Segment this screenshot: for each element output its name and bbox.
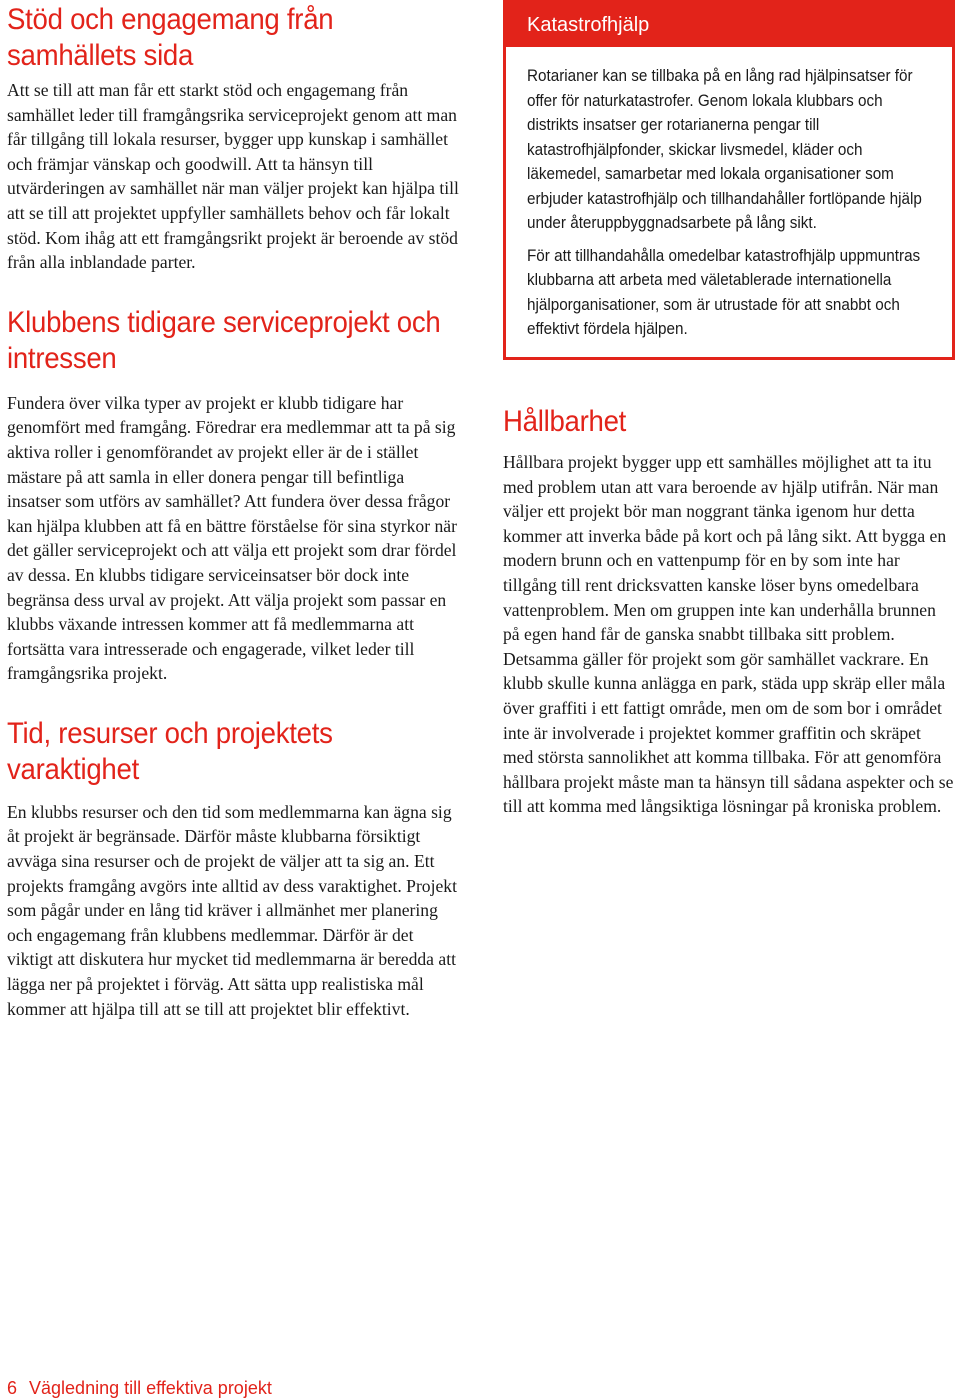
- disaster-relief-box: [503, 0, 955, 360]
- page-footer: [7, 1376, 272, 1400]
- box-paragraph: Rotarianer kan se tillbaka på en lång rad hjälpinsatser för offer för naturkatastrofer. Genom lokala klubbars och distrikts insatser ger rotarianerna pengar till katastrofhjälpfonder, skickar livsmedel, kläder och läkemedel, samarbetar med lokala organisationer som erbjuder katastrofhjälp och tillhandahåller fortlöpande hjälp under återuppbyggnadsarbete på lång sikt.: [527, 67, 922, 232]
- section-body-previous-projects: Fundera över vilka typer av projekt er klubb tidigare har genomfört med framgång. Föredrar era medlemmar att ta på sig aktiva roller i genomförandet av projekt eller är de i stället mästare på att samla in eller donera pengar till befintliga insatser som utförs av samhället? Att fundera över dessa frågor kan hjälpa klubben att få en bättre förståelse för sina styrkor när det gäller serviceprojekt och att välja ett projekt som drar fördel av dessa. En klubbs tidigare serviceinsatser bör dock inte begränsa dess urval av projekt. Att välja projekt som passar en klubbs växande intressen kommer att få medlemmarna att fortsätta vara intresserade och engagerade, vilket leder till framgångsrika projekt.: [7, 392, 457, 684]
- sustainability-section: [503, 404, 955, 819]
- section-body-community-support: Att se till att man får ett starkt stöd och engagemang från samhället leder till framgångsrika serviceprojekt genom att man får tillgång till lokala resurser, bygger upp kunskap i samhället och främjar vänskap och goodwill. Att ta hänsyn till utvärderingen av samhället när man väljer projekt kan hjälpa till att se till att projektet uppfyller samhällets behov och får lokalt stöd. Kom ihåg att ett framgångsrikt projekt är beroende av stöd från alla inblandade parter.: [7, 80, 459, 273]
- section-heading-community-support: Stöd och engagemang från samhällets sida: [7, 3, 334, 72]
- left-column: [7, 0, 459, 1021]
- section-heading-previous-projects: Klubbens tidigare serviceprojekt och intressen: [7, 305, 441, 375]
- box-paragraph: För att tillhandahålla omedelbar katastrofhjälp uppmuntras klubbarna att arbeta med väletablerade internationella hjälporganisationer, som är utrustade för att snabbt och effektivt fördela hjälpen.: [527, 246, 921, 338]
- section-body-sustainability: Hållbara projekt bygger upp ett samhälles möjlighet att ta itu med problem utan att vara beroende av hjälp utifrån. När man väljer ett projekt bör man noggrant tänka igenom hur detta kommer att inverka både på kort och på lång sikt. Att bygga en modern brunn och en vattenpump för en by som inte har tillgång till rent dricksvatten kanske löser byns omedelbara vattenproblem. Men om gruppen inte kan underhålla brunnen på egen hand får de ganska snabbt tillbaka sitt problem. Detsamma gäller för projekt som gör samhället vackrare. En klubb skulle kunna anlägga en park, städa upp skräp eller måla över graffiti i ett fattigt område, men om de som bor i området inte är involverade i projektet kommer graffitin och skräpet med största sannolikhet att komma tillbaka. För att genomföra hållbara projekt måste man ta hänsyn till sådana aspekter och se till att komma med långsiktiga lösningar på kroniska problem.: [503, 452, 954, 817]
- document-title: Vägledning till effektiva projekt: [29, 1378, 272, 1398]
- section-body-time-resources: En klubbs resurser och den tid som medlemmarna kan ägna sig åt projekt är begränsade. Därför måste klubbarna försiktigt avväga sina resurser och de projekt de väljer att ta sig an. Ett projekts framgång avgörs inte alltid av dess varaktighet. Projekt som pågår under en lång tid kräver i allmänhet mer planering och engagemang från klubbens medlemmar. Därför är det viktigt att diskutera hur mycket tid medlemmarna är beredda att lägga ner på projektet i förväg. Att sätta upp realistiska mål kommer att hjälpa till att se till att projektet blir effektivt.: [7, 801, 457, 1019]
- box-title: Katastrofhjälp: [506, 3, 952, 47]
- page-number: 6: [7, 1378, 18, 1398]
- section-heading-time-resources: Tid, resurser och projektets varaktighet: [7, 716, 333, 786]
- box-body: [506, 47, 952, 342]
- section-heading-sustainability: Hållbarhet: [503, 405, 627, 438]
